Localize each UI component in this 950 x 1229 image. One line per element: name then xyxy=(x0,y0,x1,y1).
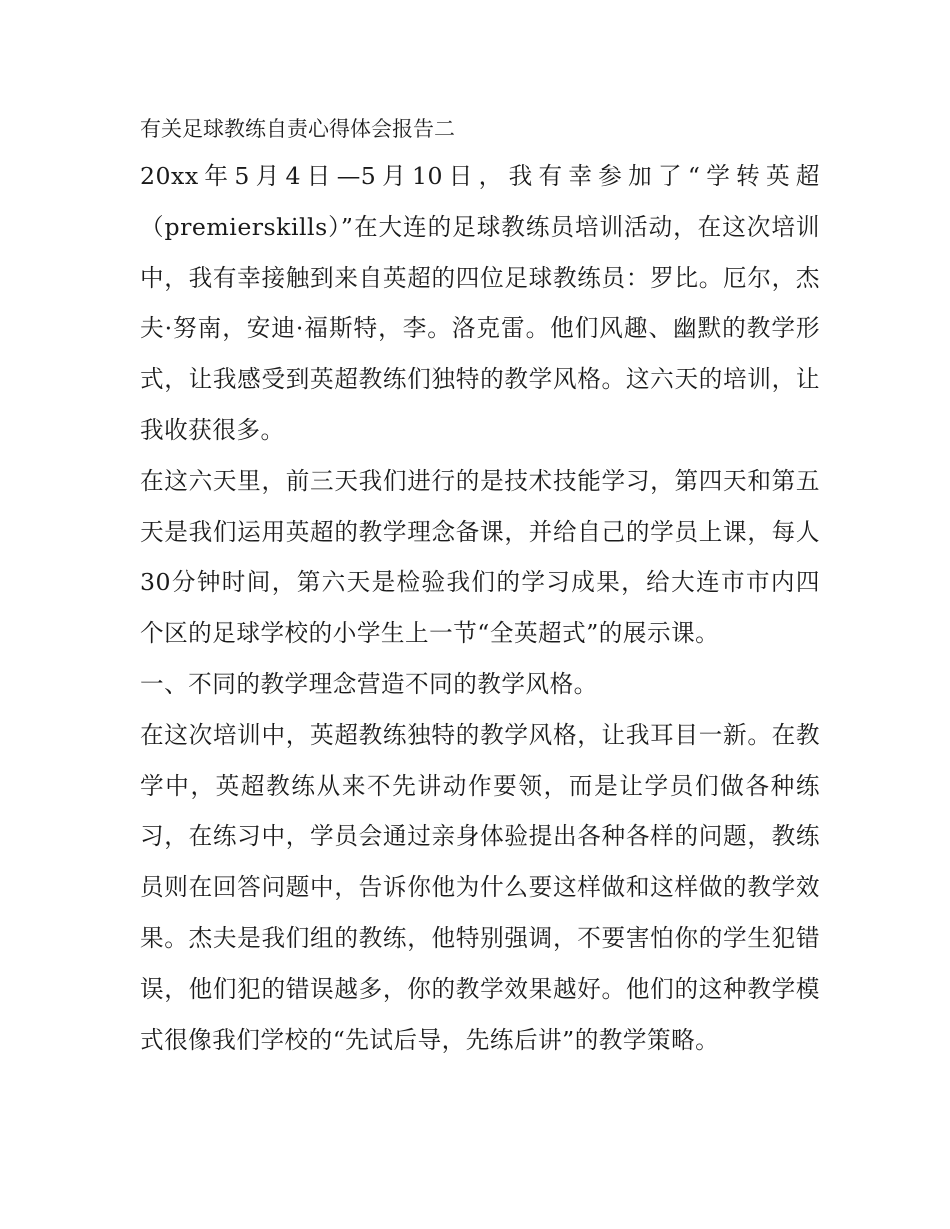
document-page xyxy=(140,107,820,1065)
section-heading: 一、不同的教学理念营造不同的教学风格。 xyxy=(140,669,598,698)
paragraph-intro: 20xx年5月4日—5月10日，我有幸参加了“学转英超（premierskills）”在大连的足球教练员培训活动，在这次培训中，我有幸接触到来自英超的四位足球教练员：罗比。厄尔，杰夫·努南，安迪·福斯特，李。洛克雷。他们风趣、幽默的教学形式，让我感受到英超教练们独特的教学风格。这六天的培训，让我收获很多。 xyxy=(140,162,820,444)
paragraph-schedule: 在这六天里，前三天我们进行的是技术技能学习，第四天和第五天是我们运用英超的教学理念备课，并给自己的学员上课，每人30分钟时间，第六天是检验我们的学习成果，给大连市市内四个区的足球学校的小学生上一节“全英超式”的展示课。 xyxy=(140,466,820,648)
document-title: 有关足球教练自责心得体会报告二 xyxy=(140,117,455,141)
paragraph-teaching-style: 在这次培训中，英超教练独特的教学风格，让我耳目一新。在教学中，英超教练从来不先讲动作要领，而是让学员们做各种练习，在练习中，学员会通过亲身体验提出各种各样的问题，教练员则在回答问题中，告诉你他为什么要这样做和这样做的教学效果。杰夫是我们组的教练，他特别强调，不要害怕你的学生犯错误，他们犯的错误越多，你的教学效果越好。他们的这种教学模式很像我们学校的“先试后导，先练后讲”的教学策略。 xyxy=(140,720,820,1054)
